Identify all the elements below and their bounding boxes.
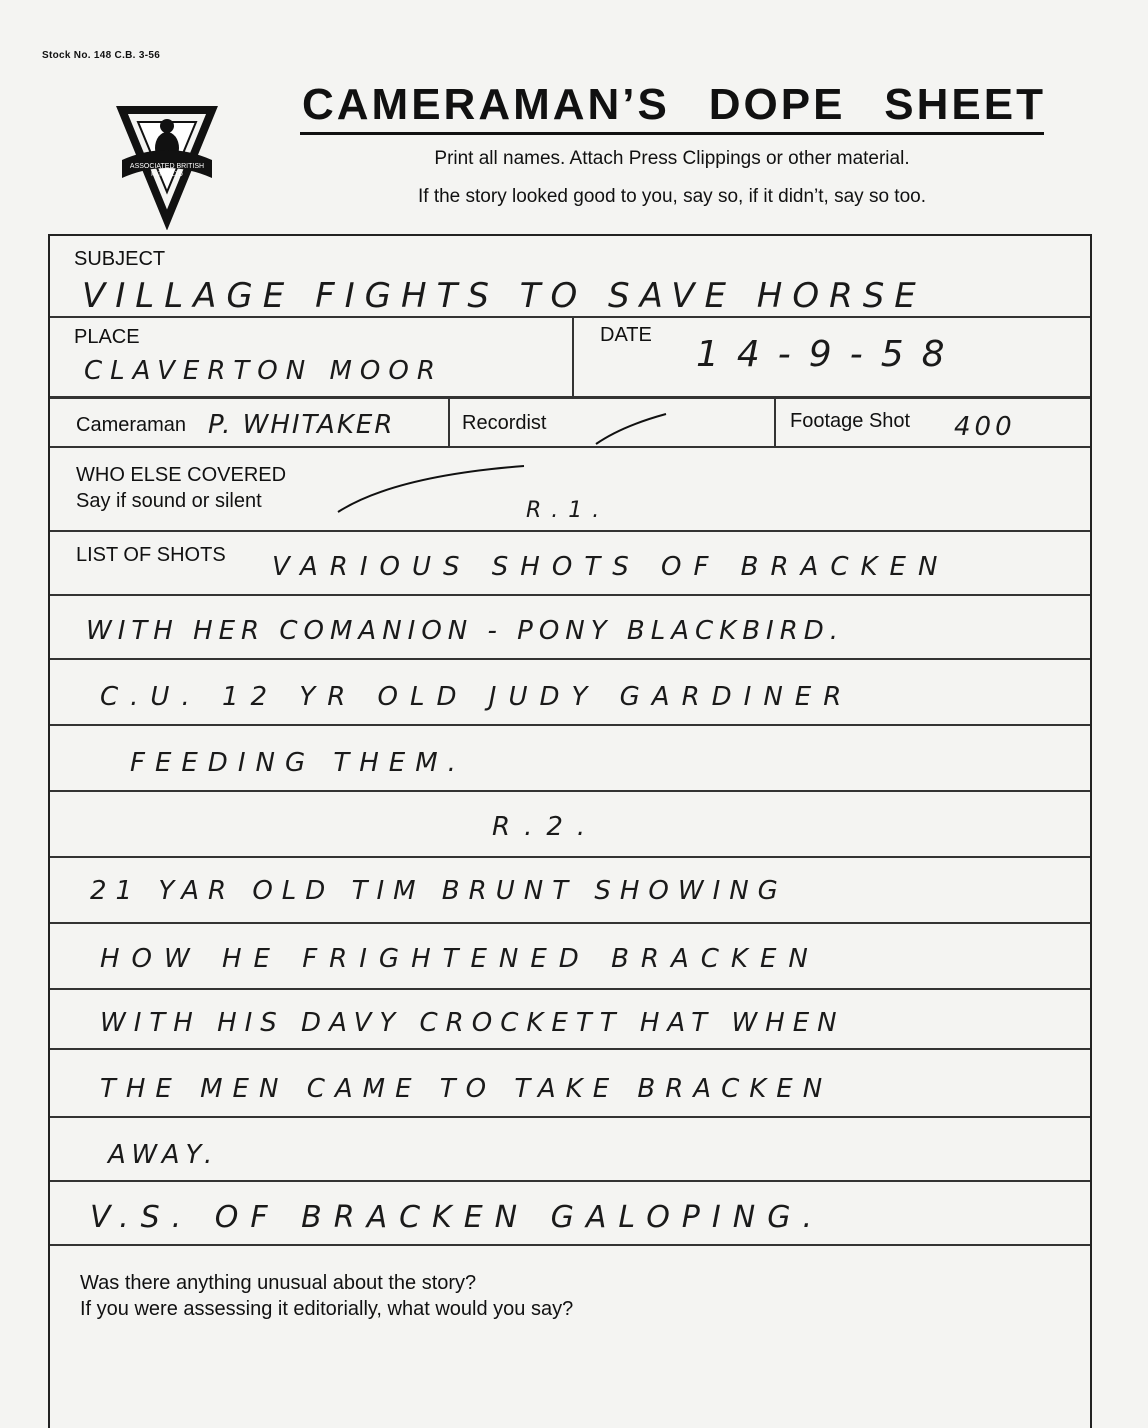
- subject-label: SUBJECT: [74, 248, 166, 270]
- cameraman-value: P. WHITAKER: [208, 410, 395, 440]
- recordist-label: Recordist: [462, 412, 547, 434]
- cameraman-label: Cameraman: [76, 414, 187, 436]
- shot-line-3: C.U. 12 YR OLD JUDY GARDINER: [100, 682, 854, 712]
- shot-rule-9: [50, 1116, 1090, 1118]
- shot-line-5: R.2.: [492, 812, 600, 842]
- date-label: DATE: [600, 324, 652, 346]
- divider-cameraman-recordist: [448, 398, 450, 446]
- shot-line-4: FEEDING THEM.: [130, 748, 466, 778]
- shot-rule-10: [50, 1180, 1090, 1182]
- who-else-label: WHO ELSE COVERED: [76, 464, 287, 486]
- shot-line-1: VARIOUS SHOTS OF BRACKEN: [272, 552, 950, 582]
- shot-rule-2: [50, 658, 1090, 660]
- shot-rule-4: [50, 790, 1090, 792]
- footage-value: 400: [954, 412, 1016, 442]
- place-value: CLAVERTON MOOR: [84, 356, 443, 386]
- shot-line-9: THE MEN CAME TO TAKE BRACKEN: [100, 1074, 833, 1104]
- closing-question-1: Was there anything unusual about the story?: [80, 1272, 477, 1294]
- place-label: PLACE: [74, 326, 140, 348]
- recordist-dash: [592, 410, 672, 450]
- date-value: 14-9-58: [696, 334, 963, 375]
- svg-text:PATHE LTD: PATHE LTD: [151, 172, 183, 178]
- pathe-logo: [112, 100, 222, 230]
- shot-rule-7: [50, 988, 1090, 990]
- title-word-1: CAMERAMAN’S: [302, 80, 670, 129]
- shot-rule-5: [50, 856, 1090, 858]
- title-word-2: DOPE: [708, 80, 846, 129]
- footage-label: Footage Shot: [790, 410, 911, 432]
- svg-text:ASSOCIATED BRITISH: ASSOCIATED BRITISH: [129, 163, 205, 170]
- subject-value: VILLAGE FIGHTS TO SAVE HORSE: [82, 276, 926, 316]
- instruction-line-2: If the story looked good to you, say so, if it didn’t, say so too.: [418, 186, 926, 207]
- divider-cameraman: [50, 446, 1090, 448]
- divider-who-else: [50, 530, 1090, 532]
- divider-place-date: [572, 316, 574, 396]
- shot-line-11: V.S. OF BRACKEN GALOPING.: [90, 1200, 824, 1235]
- shot-line-7: HOW HE FRIGHTENED BRACKEN: [100, 944, 820, 974]
- divider-recordist-footage: [774, 398, 776, 446]
- shot-rule-6: [50, 922, 1090, 924]
- shot-rule-3: [50, 724, 1090, 726]
- who-else-dash: [334, 462, 534, 518]
- shot-line-6: 21 YAR OLD TIM BRUNT SHOWING: [90, 876, 787, 906]
- divider-place: [50, 396, 1090, 399]
- shot-rule-8: [50, 1048, 1090, 1050]
- divider-subject: [50, 316, 1090, 318]
- shot-line-2: WITH HER COMANION - PONY BLACKBIRD.: [86, 616, 845, 646]
- title-word-3: SHEET: [884, 80, 1046, 129]
- stock-number: Stock No. 148 C.B. 3-56: [42, 50, 161, 61]
- title-underline: [300, 132, 1044, 135]
- who-else-sublabel: Say if sound or silent: [76, 490, 262, 512]
- closing-question-2: If you were assessing it editorially, what would you say?: [80, 1298, 574, 1320]
- instruction-line-1: Print all names. Attach Press Clippings or other material.: [434, 148, 910, 169]
- list-of-shots-label: LIST OF SHOTS: [76, 544, 226, 566]
- reel-1-label: R.1.: [526, 498, 610, 523]
- shot-line-10: AWAY.: [108, 1140, 219, 1170]
- shot-rule-1: [50, 594, 1090, 596]
- shot-rule-11: [50, 1244, 1090, 1246]
- shot-line-8: WITH HIS DAVY CROCKETT HAT WHEN: [100, 1008, 845, 1038]
- page-title: [302, 80, 1046, 130]
